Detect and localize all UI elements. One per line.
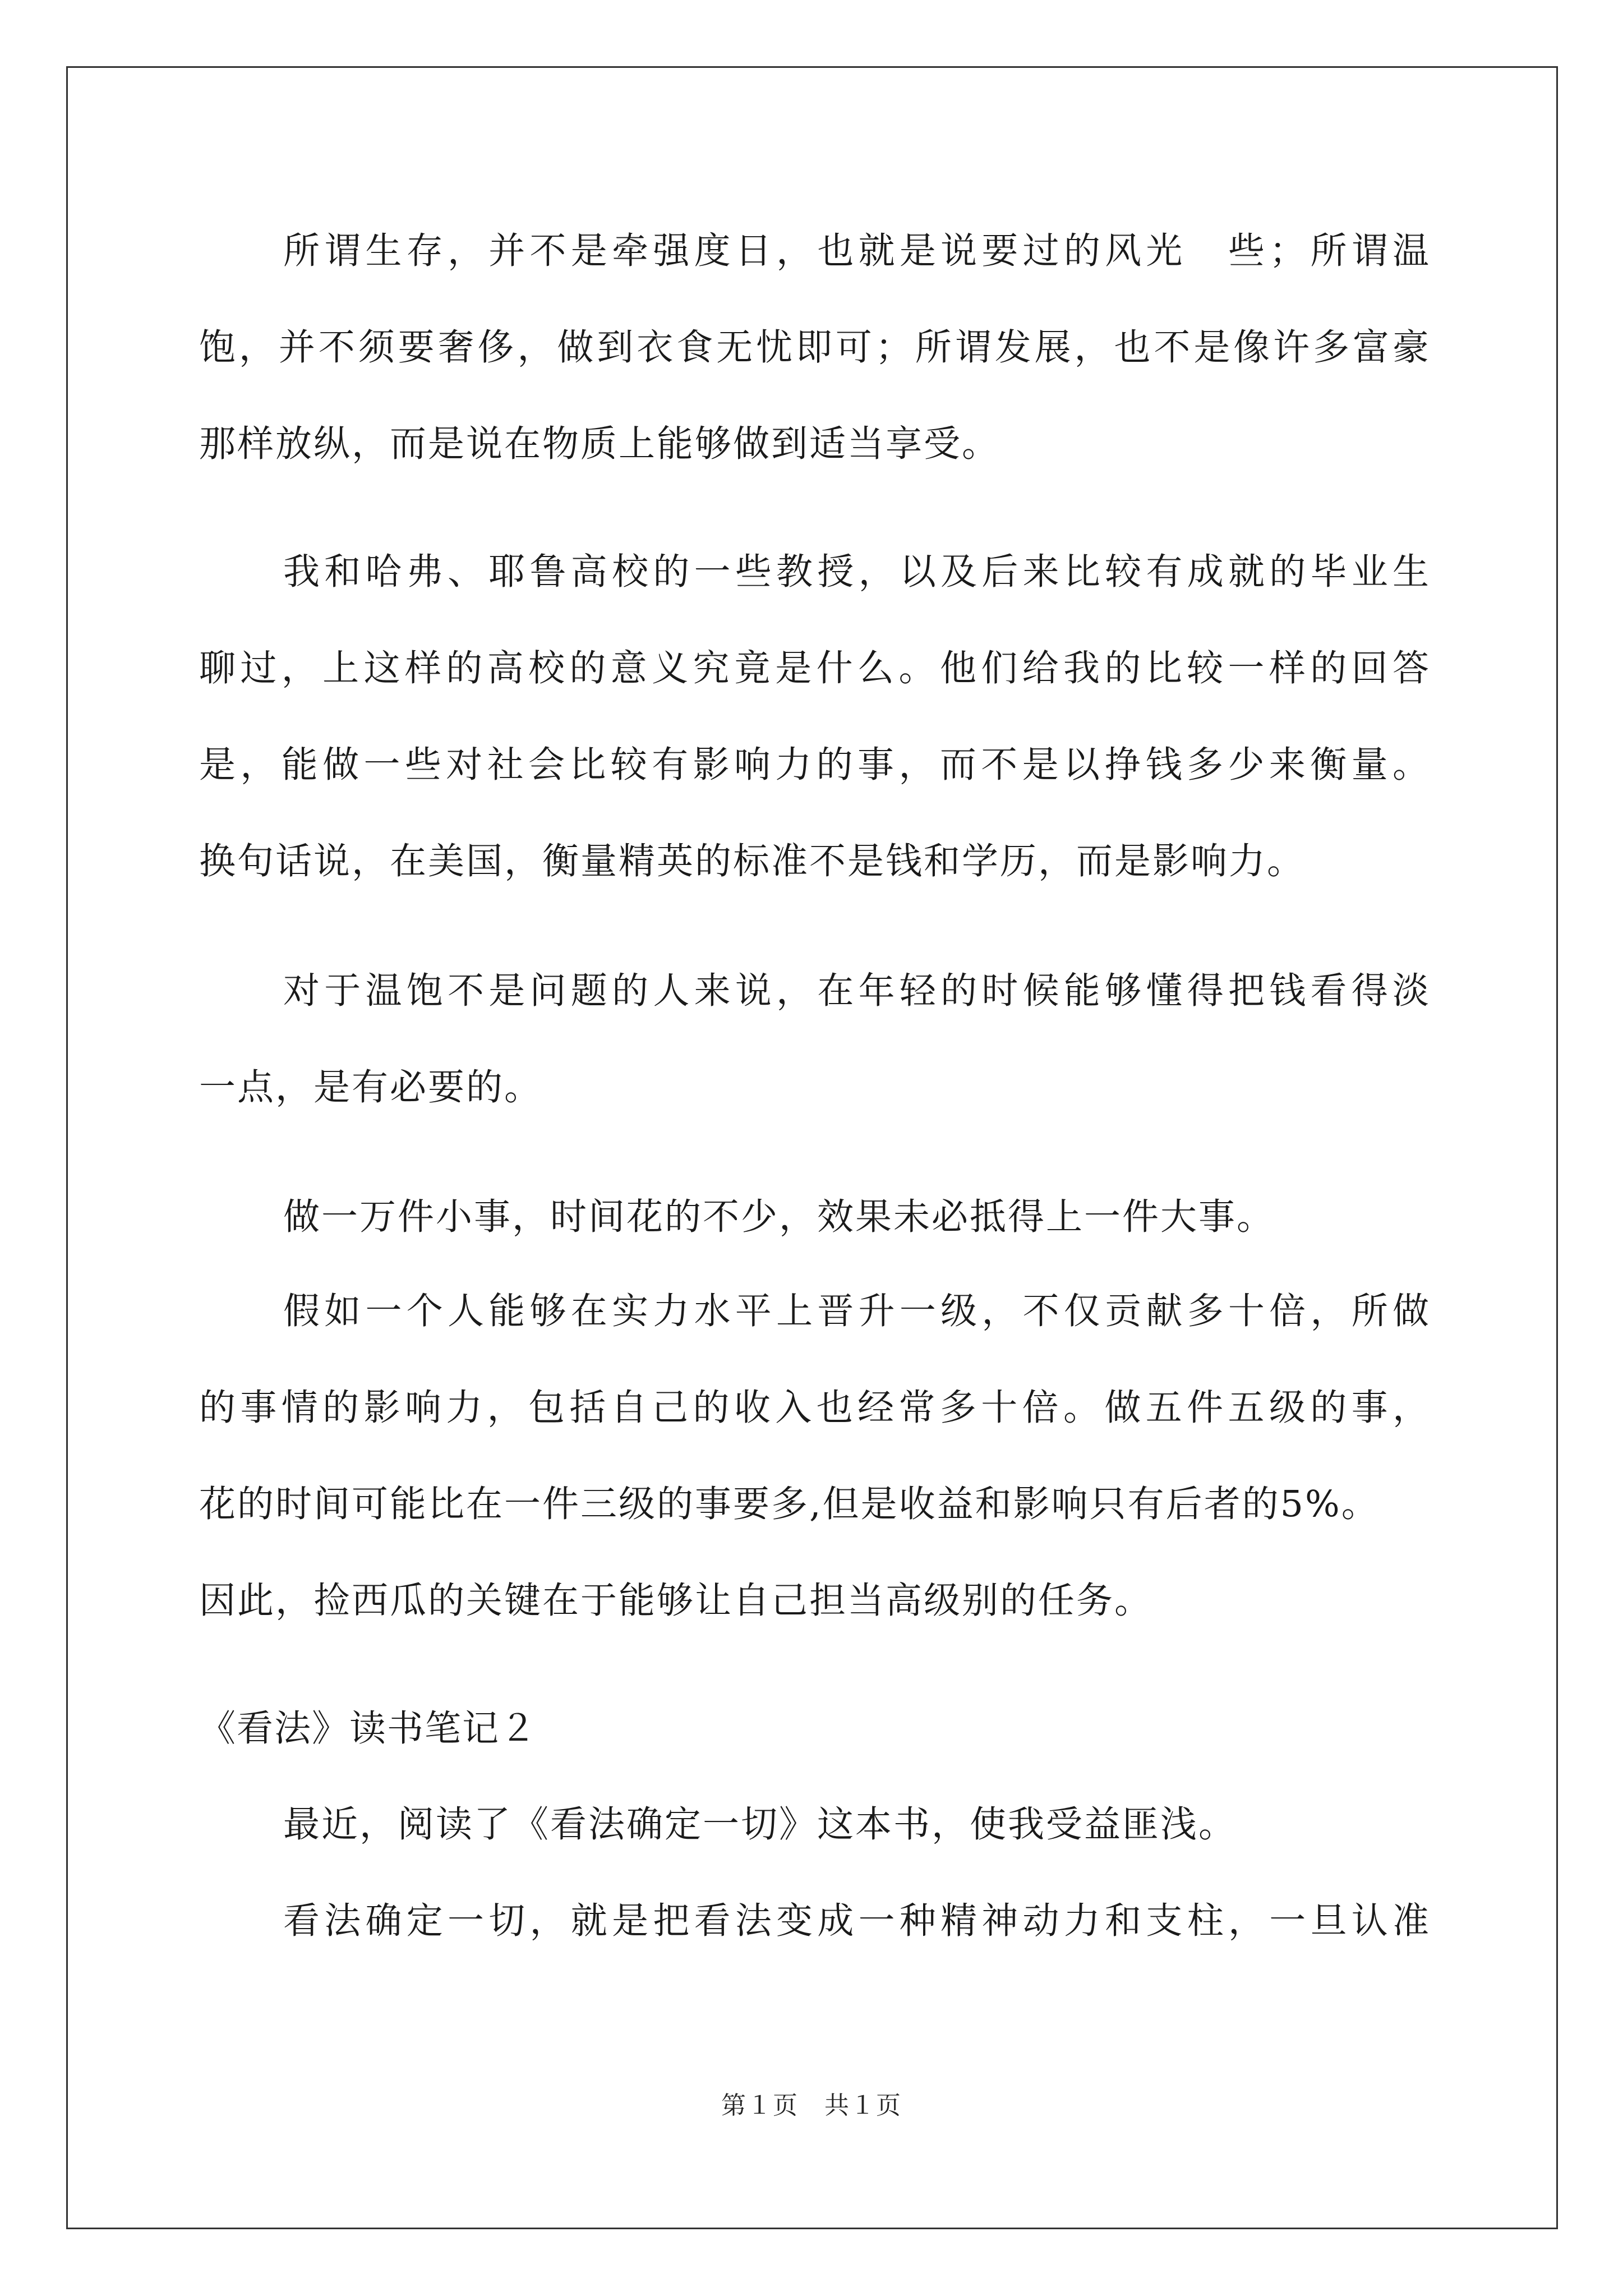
text-line: 一点，是有必要的。 xyxy=(199,1066,543,1108)
text-line: 那样放纵，而是说在物质上能够做到适当享受。 xyxy=(199,423,1000,465)
text-line: 的事情的影响力，包括自己的收入也经常多十倍。做五件五级的事， xyxy=(199,1387,1431,1429)
text-line: 看法确定一切，就是把看法变成一种精神动力和支柱，一旦认准 xyxy=(283,1900,1431,1942)
text-line: 做一万件小事，时间花的不少，效果未必抵得上一件大事。 xyxy=(283,1196,1275,1238)
text-line: 最近，阅读了《看法确定一切》这本书，使我受益匪浅。 xyxy=(283,1803,1237,1846)
text-line: 因此，捡西瓜的关键在于能够让自己担当高级别的任务。 xyxy=(199,1580,1153,1622)
text-line: 所谓生存，并不是牵强度日，也就是说要过的风光 些；所谓温 xyxy=(283,230,1431,272)
text-line: 换句话说，在美国，衡量精英的标准不是钱和学历，而是影响力。 xyxy=(199,840,1306,882)
text-line: 假如一个人能够在实力水平上晋升一级，不仅贡献多十倍，所做 xyxy=(283,1290,1431,1332)
text-line: 是，能做一些对社会比较有影响力的事，而不是以挣钱多少来衡量。 xyxy=(199,744,1431,786)
text-line: 饱，并不须要奢侈，做到衣食无忧即可；所谓发展，也不是像许多富豪 xyxy=(199,326,1431,369)
text-line: 对于温饱不是问题的人来说，在年轻的时候能够懂得把钱看得淡 xyxy=(283,970,1431,1012)
text-line: 花的时间可能比在一件三级的事要多,但是收益和影响只有后者的5%。 xyxy=(199,1483,1380,1525)
text-line: 聊过，上这样的高校的意义究竟是什么。他们给我的比较一样的回答 xyxy=(199,647,1431,689)
text-line: 我和哈弗、耶鲁高校的一些教授，以及后来比较有成就的毕业生 xyxy=(283,551,1431,593)
section-heading: 《看法》读书笔记２ xyxy=(199,1708,538,1750)
page-number-footer: 第１页 共１页 xyxy=(721,2091,902,2120)
